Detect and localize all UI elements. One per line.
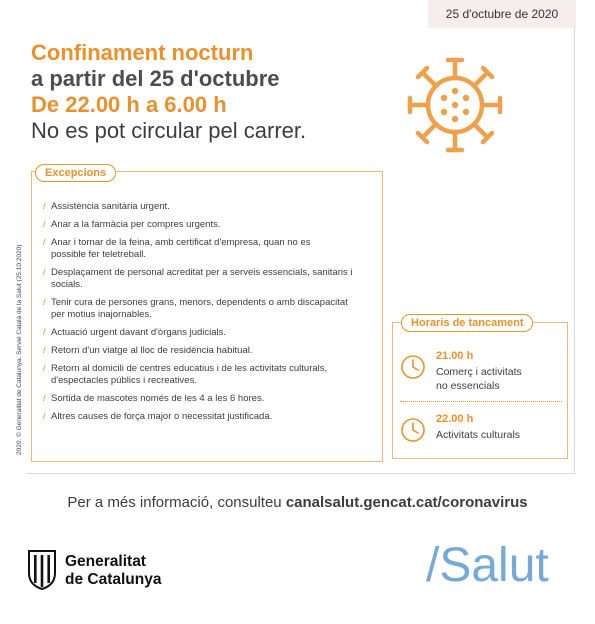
exception-item: / Assistència sanitària urgent.: [43, 201, 373, 213]
headline-title: Confinament nocturn: [31, 40, 254, 65]
clock-icon: [400, 417, 426, 443]
headline-rule: No es pot circular pel carrer.: [31, 118, 307, 143]
exception-item: / Retorn al domicili de centres educatius i de les activitats culturals, d'espectacles públics i recreatives.: [43, 363, 373, 387]
exception-item: / Altres causes de força major o necessitat justificada.: [43, 411, 373, 423]
exception-item: / Retorn d'un viatge al lloc de residència habitual.: [43, 345, 373, 357]
more-info: [0, 494, 595, 511]
exception-item: / Anar a la farmàcia per compres urgents.: [43, 219, 373, 231]
closing-hours-title: Horaris de tancament: [401, 314, 533, 332]
exception-item: / Desplaçament de personal acreditat per a serveis essencials, sanitaris i socials.: [43, 267, 363, 291]
coronavirus-icon: [400, 50, 510, 160]
closing-time: 22.00 h: [436, 413, 474, 425]
divider: [400, 401, 562, 402]
generalitat-emblem-icon: [27, 549, 57, 591]
more-info-link[interactable]: canalsalut.gencat.cat/coronavirus: [285, 494, 528, 511]
closing-description: [436, 428, 520, 442]
generalitat-name-line1: Generalitat: [65, 553, 146, 570]
closing-item-commerce: [400, 350, 565, 394]
more-info-text: Per a més informació, consulteu: [67, 494, 282, 511]
exception-item: / Anar i tornar de la feina, amb certificat d'empresa, quan no es possible fer teletreball.: [43, 237, 318, 261]
exceptions-list: [43, 201, 373, 429]
exception-item: / Tenir cura de persones grans, menors, dependents o amb discapacitat per motius inajornables.: [43, 297, 363, 321]
exception-item: / Sortida de mascotes només de les 4 a les 6 hores.: [43, 393, 373, 405]
closing-time: 21.00 h: [436, 350, 474, 362]
salut-logo: /Salut: [426, 539, 549, 592]
closing-description-line: no essencials: [436, 380, 500, 392]
generalitat-name-line2: de Catalunya: [65, 571, 162, 588]
closing-description-line: Comerç i activitats: [436, 366, 522, 378]
closing-description: [436, 365, 522, 393]
closing-description-line: Activitats culturals: [436, 429, 521, 441]
headline: [31, 40, 306, 144]
date-label: 25 d'octubre de 2020: [428, 0, 576, 28]
headline-hours: De 22.00 h a 6.00 h: [31, 92, 227, 117]
exceptions-title: Excepcions: [35, 164, 116, 182]
headline-start-date: a partir del 25 d'octubre: [31, 66, 280, 91]
copyright-credit: 2020. © Generalitat de Catalunya. Servei Català de la Salut (25.10.2020): [16, 244, 23, 455]
exception-item: / Actuació urgent davant d'òrgans judicials.: [43, 327, 373, 339]
closing-item-culture: [400, 413, 565, 447]
clock-icon: [400, 354, 426, 380]
